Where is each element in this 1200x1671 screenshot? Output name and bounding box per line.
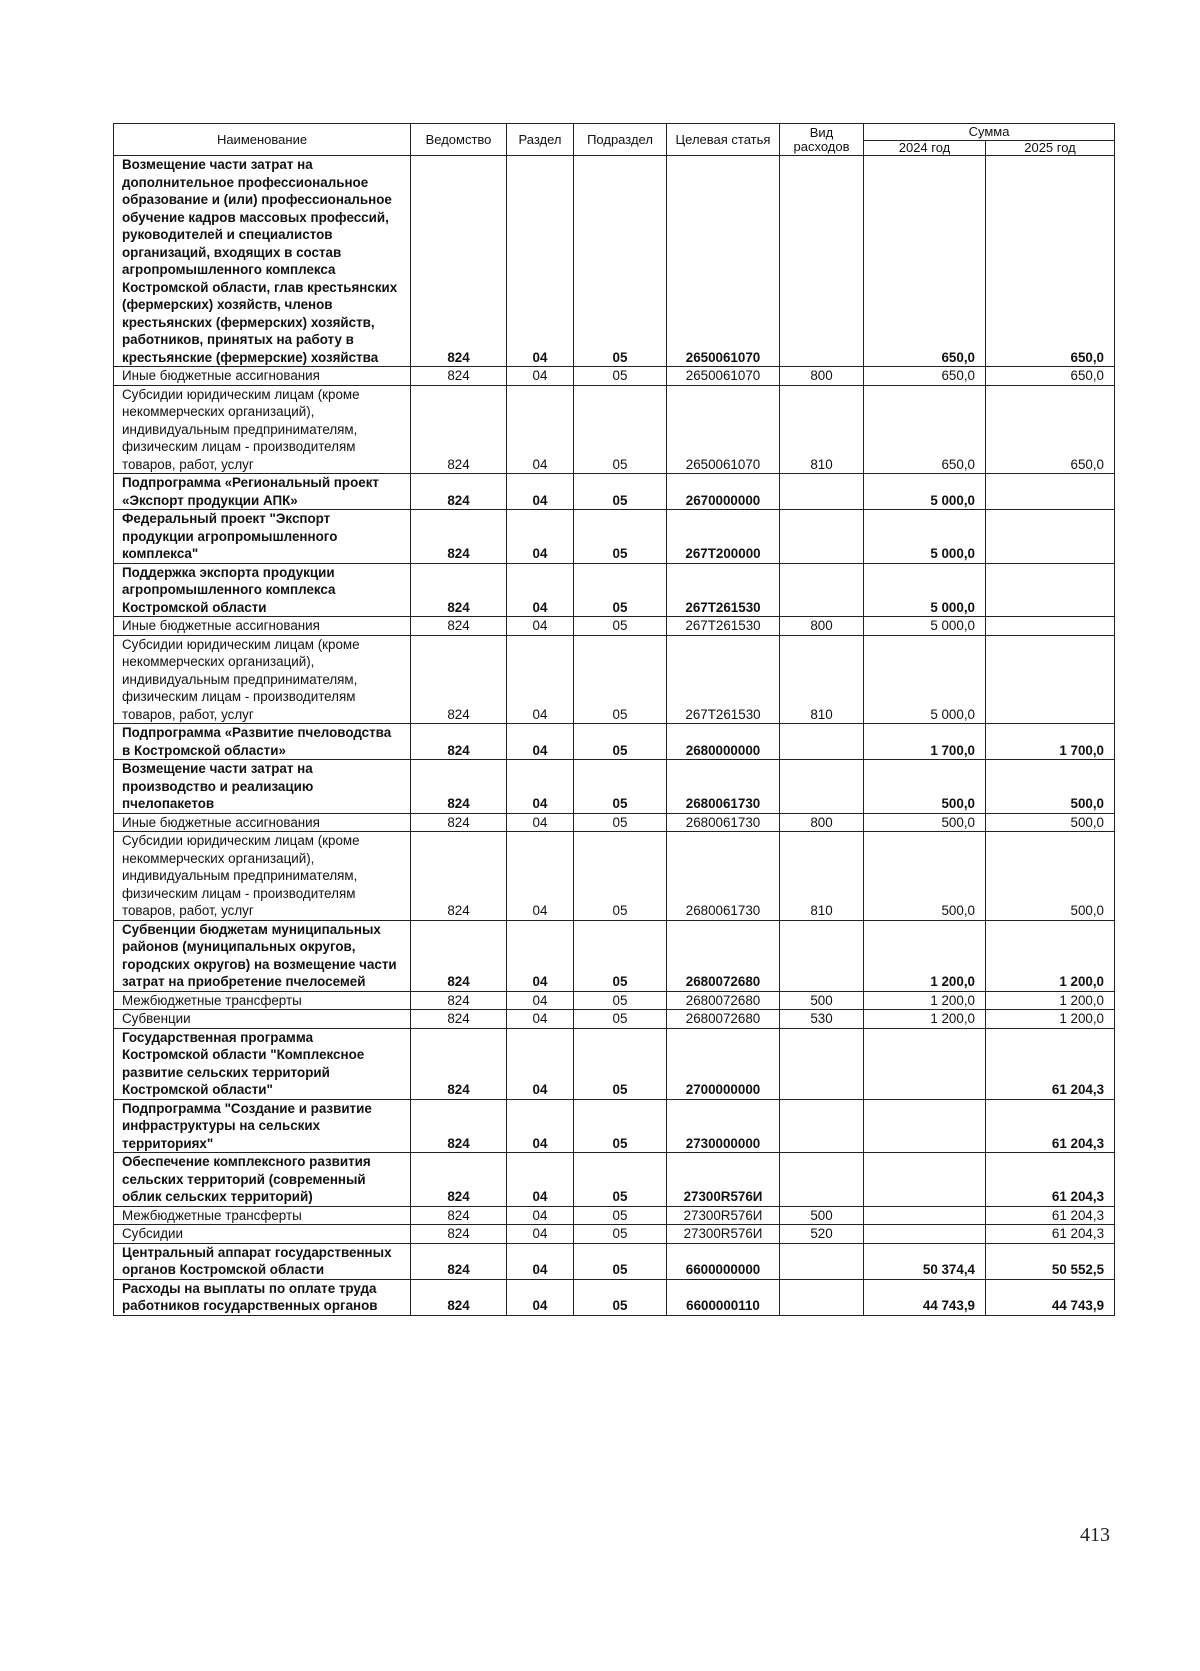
- cell-2024: 5 000,0: [864, 617, 986, 636]
- cell-vedomstvo: 824: [411, 1153, 507, 1207]
- cell-vid: [780, 510, 864, 564]
- cell-podrazdel: 05: [574, 991, 667, 1010]
- header-name: Наименование: [114, 124, 411, 156]
- cell-vid: [780, 1028, 864, 1099]
- cell-vedomstvo: 824: [411, 474, 507, 510]
- cell-2024: 500,0: [864, 813, 986, 832]
- cell-name: Межбюджетные трансферты: [114, 1206, 411, 1225]
- cell-razdel: 04: [507, 760, 574, 814]
- cell-vedomstvo: 824: [411, 1243, 507, 1279]
- table-header: [114, 124, 1115, 156]
- cell-target: 27300R576И: [667, 1206, 780, 1225]
- cell-razdel: 04: [507, 1206, 574, 1225]
- cell-2025: 650,0: [986, 385, 1115, 474]
- cell-2025: [986, 563, 1115, 617]
- cell-podrazdel: 05: [574, 617, 667, 636]
- table-row: [114, 1206, 1115, 1225]
- cell-name: Поддержка экспорта продукции агропромышленного комплекса Костромской области: [114, 563, 411, 617]
- cell-vid: [780, 474, 864, 510]
- cell-podrazdel: 05: [574, 760, 667, 814]
- cell-2024: 500,0: [864, 760, 986, 814]
- cell-2025: 61 204,3: [986, 1099, 1115, 1153]
- table-row: [114, 760, 1115, 814]
- cell-razdel: 04: [507, 1153, 574, 1207]
- cell-vedomstvo: 824: [411, 991, 507, 1010]
- cell-target: 2680061730: [667, 813, 780, 832]
- cell-podrazdel: 05: [574, 1010, 667, 1029]
- cell-razdel: 04: [507, 617, 574, 636]
- cell-vid: [780, 156, 864, 367]
- cell-name: Субвенции бюджетам муниципальных районов (муниципальных округов, городских округов) на возмещение части затрат на приобретение пчелосемей: [114, 920, 411, 991]
- cell-target: 2730000000: [667, 1099, 780, 1153]
- cell-2025: [986, 617, 1115, 636]
- cell-vedomstvo: 824: [411, 156, 507, 367]
- cell-podrazdel: 05: [574, 1279, 667, 1315]
- cell-vedomstvo: 824: [411, 1028, 507, 1099]
- cell-razdel: 04: [507, 1028, 574, 1099]
- cell-vid: 810: [780, 832, 864, 921]
- cell-name: Подпрограмма «Развитие пчеловодства в Костромской области»: [114, 724, 411, 760]
- table-row: [114, 635, 1115, 724]
- cell-2025: 650,0: [986, 367, 1115, 386]
- cell-vedomstvo: 824: [411, 813, 507, 832]
- cell-target: 2680072680: [667, 1010, 780, 1029]
- table-row: [114, 563, 1115, 617]
- cell-podrazdel: 05: [574, 724, 667, 760]
- table-row: [114, 367, 1115, 386]
- cell-2024: 500,0: [864, 832, 986, 921]
- table-row: [114, 920, 1115, 991]
- cell-2024: 5 000,0: [864, 635, 986, 724]
- cell-vid: 500: [780, 1206, 864, 1225]
- cell-target: 267T200000: [667, 510, 780, 564]
- cell-2024: 5 000,0: [864, 474, 986, 510]
- table-row: [114, 832, 1115, 921]
- cell-name: Субсидии юридическим лицам (кроме некоммерческих организаций), индивидуальным предпринимателям, физическим лицам - производителям товаров, работ, услуг: [114, 635, 411, 724]
- header-2024: 2024 год: [864, 141, 986, 156]
- cell-vedomstvo: 824: [411, 367, 507, 386]
- cell-2025: 1 200,0: [986, 991, 1115, 1010]
- header-razdel: Раздел: [507, 124, 574, 156]
- cell-name: Расходы на выплаты по оплате труда работников государственных органов: [114, 1279, 411, 1315]
- budget-table: [113, 123, 1115, 1316]
- cell-target: 2680072680: [667, 920, 780, 991]
- cell-razdel: 04: [507, 510, 574, 564]
- cell-vedomstvo: 824: [411, 920, 507, 991]
- cell-target: 2650061070: [667, 385, 780, 474]
- cell-name: Возмещение части затрат на дополнительное профессиональное образование и (или) профессиональное обучение кадров массовых профессий, руководителей и специалистов организаций, входящих в состав агропромышленного комплекса Костромской области, глав крестьянских (фермерских) хозяйств, членов крестьянских (фермерских) хозяйств, работников, принятых на работу в крестьянские (фермерские) хозяйства: [114, 156, 411, 367]
- cell-razdel: 04: [507, 724, 574, 760]
- cell-podrazdel: 05: [574, 1243, 667, 1279]
- table-row: [114, 1243, 1115, 1279]
- cell-name: Подпрограмма "Создание и развитие инфраструктуры на сельских территориях": [114, 1099, 411, 1153]
- cell-2024: [864, 1099, 986, 1153]
- cell-vid: 800: [780, 813, 864, 832]
- table-body: [114, 156, 1115, 1316]
- cell-target: 267T261530: [667, 563, 780, 617]
- cell-podrazdel: 05: [574, 510, 667, 564]
- cell-podrazdel: 05: [574, 1206, 667, 1225]
- cell-razdel: 04: [507, 635, 574, 724]
- cell-vid: 500: [780, 991, 864, 1010]
- cell-2025: [986, 635, 1115, 724]
- cell-2024: [864, 1206, 986, 1225]
- cell-2024: [864, 1028, 986, 1099]
- cell-vedomstvo: 824: [411, 1010, 507, 1029]
- cell-vid: [780, 1153, 864, 1207]
- cell-2024: 1 200,0: [864, 1010, 986, 1029]
- cell-vid: [780, 563, 864, 617]
- cell-razdel: 04: [507, 1099, 574, 1153]
- cell-razdel: 04: [507, 563, 574, 617]
- table-row: [114, 1153, 1115, 1207]
- cell-podrazdel: 05: [574, 813, 667, 832]
- cell-2025: 61 204,3: [986, 1206, 1115, 1225]
- cell-2024: 50 374,4: [864, 1243, 986, 1279]
- cell-podrazdel: 05: [574, 1028, 667, 1099]
- cell-vedomstvo: 824: [411, 724, 507, 760]
- cell-podrazdel: 05: [574, 1099, 667, 1153]
- cell-name: Обеспечение комплексного развития сельских территорий (современный облик сельских территорий): [114, 1153, 411, 1207]
- cell-vid: [780, 1279, 864, 1315]
- cell-podrazdel: 05: [574, 920, 667, 991]
- cell-name: Иные бюджетные ассигнования: [114, 617, 411, 636]
- cell-2025: 50 552,5: [986, 1243, 1115, 1279]
- header-summa: Сумма: [864, 124, 1115, 141]
- cell-name: Возмещение части затрат на производство и реализацию пчелопакетов: [114, 760, 411, 814]
- cell-vedomstvo: 824: [411, 1206, 507, 1225]
- cell-2024: 1 700,0: [864, 724, 986, 760]
- cell-target: 2680072680: [667, 991, 780, 1010]
- cell-razdel: 04: [507, 920, 574, 991]
- cell-2024: 650,0: [864, 385, 986, 474]
- cell-target: 267T261530: [667, 635, 780, 724]
- cell-razdel: 04: [507, 1010, 574, 1029]
- cell-vid: [780, 760, 864, 814]
- cell-vedomstvo: 824: [411, 760, 507, 814]
- cell-vedomstvo: 824: [411, 1279, 507, 1315]
- cell-vid: [780, 920, 864, 991]
- cell-vid: [780, 1099, 864, 1153]
- cell-target: 6600000110: [667, 1279, 780, 1315]
- table-row: [114, 991, 1115, 1010]
- cell-name: Субсидии юридическим лицам (кроме некоммерческих организаций), индивидуальным предпринимателям, физическим лицам - производителям товаров, работ, услуг: [114, 385, 411, 474]
- cell-2025: 44 743,9: [986, 1279, 1115, 1315]
- cell-podrazdel: 05: [574, 156, 667, 367]
- cell-2025: 500,0: [986, 832, 1115, 921]
- cell-target: 2680000000: [667, 724, 780, 760]
- cell-razdel: 04: [507, 832, 574, 921]
- table-row: [114, 724, 1115, 760]
- cell-podrazdel: 05: [574, 1153, 667, 1207]
- cell-razdel: 04: [507, 367, 574, 386]
- cell-target: 6600000000: [667, 1243, 780, 1279]
- cell-podrazdel: 05: [574, 474, 667, 510]
- cell-razdel: 04: [507, 385, 574, 474]
- cell-podrazdel: 05: [574, 367, 667, 386]
- header-vedomstvo: Ведомство: [411, 124, 507, 156]
- table-row: [114, 1225, 1115, 1244]
- cell-2024: 650,0: [864, 156, 986, 367]
- table-row: [114, 1010, 1115, 1029]
- cell-target: 2680061730: [667, 760, 780, 814]
- cell-vedomstvo: 824: [411, 510, 507, 564]
- cell-name: Субсидии: [114, 1225, 411, 1244]
- cell-target: 2700000000: [667, 1028, 780, 1099]
- cell-vedomstvo: 824: [411, 563, 507, 617]
- cell-2025: 61 204,3: [986, 1153, 1115, 1207]
- cell-razdel: 04: [507, 1243, 574, 1279]
- table-row: [114, 474, 1115, 510]
- cell-razdel: 04: [507, 1279, 574, 1315]
- header-podrazdel: Подраздел: [574, 124, 667, 156]
- cell-2024: 5 000,0: [864, 563, 986, 617]
- table-row: [114, 813, 1115, 832]
- cell-target: 27300R576И: [667, 1153, 780, 1207]
- header-vid: Вид расходов: [780, 124, 864, 156]
- cell-razdel: 04: [507, 1225, 574, 1244]
- cell-name: Федеральный проект "Экспорт продукции агропромышленного комплекса": [114, 510, 411, 564]
- table-row: [114, 1099, 1115, 1153]
- cell-vid: 800: [780, 367, 864, 386]
- cell-vedomstvo: 824: [411, 635, 507, 724]
- cell-razdel: 04: [507, 813, 574, 832]
- cell-2024: 5 000,0: [864, 510, 986, 564]
- cell-vid: 520: [780, 1225, 864, 1244]
- cell-2025: 500,0: [986, 760, 1115, 814]
- cell-vid: [780, 724, 864, 760]
- cell-vid: 530: [780, 1010, 864, 1029]
- cell-2025: 650,0: [986, 156, 1115, 367]
- cell-podrazdel: 05: [574, 563, 667, 617]
- cell-target: 2680061730: [667, 832, 780, 921]
- cell-name: Субсидии юридическим лицам (кроме некоммерческих организаций), индивидуальным предпринимателям, физическим лицам - производителям товаров, работ, услуг: [114, 832, 411, 921]
- cell-2025: 500,0: [986, 813, 1115, 832]
- cell-name: Субвенции: [114, 1010, 411, 1029]
- cell-2024: [864, 1225, 986, 1244]
- cell-2025: 1 200,0: [986, 1010, 1115, 1029]
- cell-vedomstvo: 824: [411, 832, 507, 921]
- cell-podrazdel: 05: [574, 1225, 667, 1244]
- cell-name: Иные бюджетные ассигнования: [114, 813, 411, 832]
- cell-2025: 61 204,3: [986, 1028, 1115, 1099]
- cell-vedomstvo: 824: [411, 1099, 507, 1153]
- cell-2025: [986, 510, 1115, 564]
- cell-target: 27300R576И: [667, 1225, 780, 1244]
- cell-name: Иные бюджетные ассигнования: [114, 367, 411, 386]
- cell-vedomstvo: 824: [411, 1225, 507, 1244]
- cell-podrazdel: 05: [574, 385, 667, 474]
- cell-vid: 810: [780, 385, 864, 474]
- cell-name: Межбюджетные трансферты: [114, 991, 411, 1010]
- table-row: [114, 1028, 1115, 1099]
- cell-2024: 1 200,0: [864, 991, 986, 1010]
- cell-razdel: 04: [507, 991, 574, 1010]
- cell-vid: 810: [780, 635, 864, 724]
- cell-vid: 800: [780, 617, 864, 636]
- cell-2024: 1 200,0: [864, 920, 986, 991]
- cell-target: 2650061070: [667, 367, 780, 386]
- cell-2024: [864, 1153, 986, 1207]
- table-row: [114, 1279, 1115, 1315]
- cell-name: Центральный аппарат государственных органов Костромской области: [114, 1243, 411, 1279]
- cell-2024: 44 743,9: [864, 1279, 986, 1315]
- cell-podrazdel: 05: [574, 635, 667, 724]
- cell-2024: 650,0: [864, 367, 986, 386]
- header-target: Целевая статья: [667, 124, 780, 156]
- cell-target: 267T261530: [667, 617, 780, 636]
- table-row: [114, 385, 1115, 474]
- cell-razdel: 04: [507, 156, 574, 367]
- cell-name: Государственная программа Костромской области "Комплексное развитие сельских территорий Костромской области": [114, 1028, 411, 1099]
- cell-vedomstvo: 824: [411, 385, 507, 474]
- cell-target: 2670000000: [667, 474, 780, 510]
- page-number: 413: [1080, 1524, 1110, 1546]
- cell-2025: 61 204,3: [986, 1225, 1115, 1244]
- cell-vid: [780, 1243, 864, 1279]
- header-2025: 2025 год: [986, 141, 1115, 156]
- cell-2025: 1 700,0: [986, 724, 1115, 760]
- cell-razdel: 04: [507, 474, 574, 510]
- table-row: [114, 617, 1115, 636]
- cell-2025: [986, 474, 1115, 510]
- cell-name: Подпрограмма «Региональный проект «Экспорт продукции АПК»: [114, 474, 411, 510]
- cell-target: 2650061070: [667, 156, 780, 367]
- cell-2025: 1 200,0: [986, 920, 1115, 991]
- table-row: [114, 156, 1115, 367]
- cell-podrazdel: 05: [574, 832, 667, 921]
- table-row: [114, 510, 1115, 564]
- cell-vedomstvo: 824: [411, 617, 507, 636]
